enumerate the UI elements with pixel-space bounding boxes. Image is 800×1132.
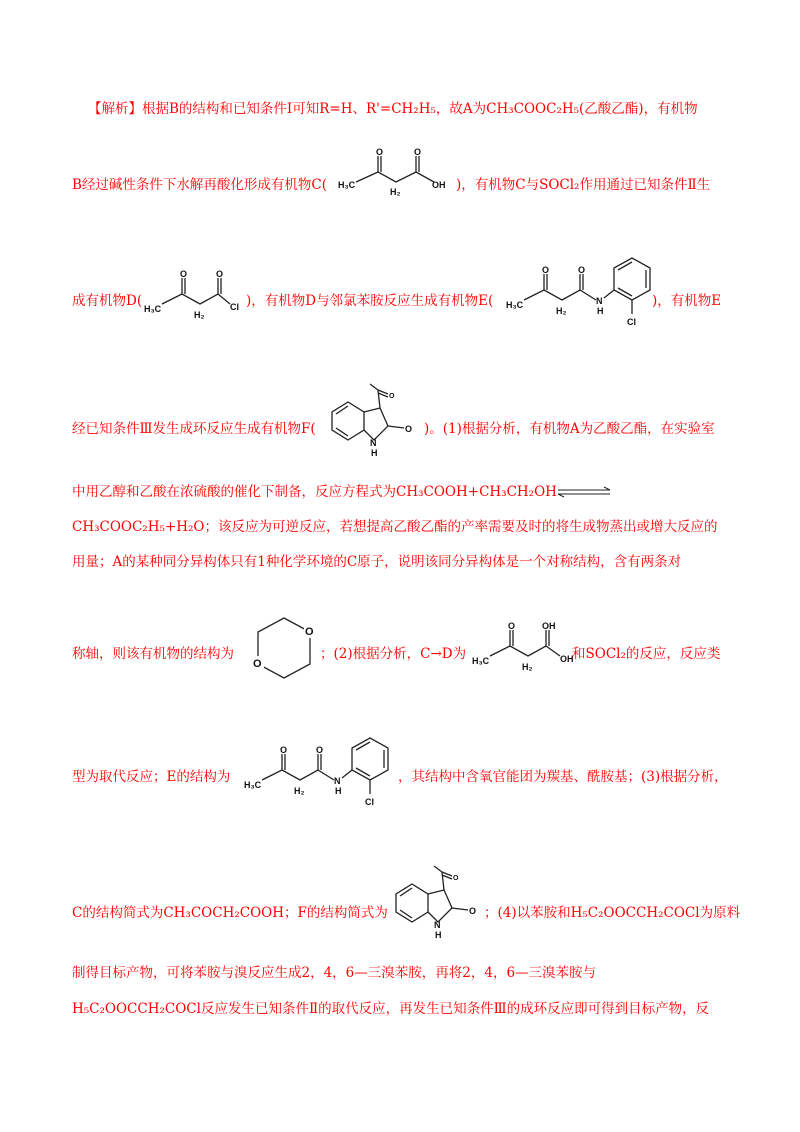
structure-c-acetoacetic-acid-2 <box>472 622 576 672</box>
structure-f-indoline <box>326 382 422 462</box>
chlorine-label: Cl <box>230 302 239 312</box>
oxygen-label: O <box>280 745 288 755</box>
nitrogen-label: N <box>370 438 377 448</box>
text-line-10-tail <box>484 904 800 922</box>
text-line-9-tail <box>398 768 800 786</box>
text-segment: )，有机物C与SOCl₂作用通过已知条件Ⅱ生 <box>456 177 711 193</box>
chlorine-label: Cl <box>365 797 374 807</box>
text-segment: 制得目标产物，可将苯胺与溴反应生成2，4，6—三溴苯胺，再将2，4，6—三溴苯胺与 <box>72 965 597 981</box>
text-segment: 称轴，则该有机物的结构为 <box>72 646 234 662</box>
equilibrium-arrow-icon <box>556 486 612 498</box>
text-segment: CH₃COOC₂H₅+H₂O；该反应为可逆反应，若想提高乙酸乙酯的产率需要及时的将生成物蒸出或增大反应的 <box>72 519 718 535</box>
oxygen-label: O <box>508 622 516 631</box>
text-segment: 中用乙醇和乙酸在浓硫酸的催化下制备，反应方程式为CH₃COOH+CH₃CH₂OH <box>72 484 557 500</box>
text-line-2-tail <box>456 176 800 194</box>
methylene-label: H₂ <box>390 187 401 197</box>
oxygen-label: O <box>542 265 550 275</box>
hydrogen-label: H <box>335 786 342 796</box>
hydroxyl-label: OH <box>542 622 556 631</box>
structure-1-4-dioxane <box>244 612 324 692</box>
text-line-5 <box>72 483 732 501</box>
nitrogen-label: N <box>596 296 603 306</box>
hydroxyl-label: OH <box>432 180 446 190</box>
methyl-label: H₃C <box>144 304 162 314</box>
text-segment: ；(4)以苯胺和H₅C₂OOCCH₂COCl为原料 <box>484 905 741 921</box>
text-segment: 型为取代反应；E的结构为 <box>72 769 231 785</box>
methyl-label: H₃C <box>338 180 356 190</box>
methyl-label: H₃C <box>506 300 524 310</box>
oxygen-label: O <box>305 626 314 638</box>
text-segment: 【解析】根据B的结构和已知条件Ⅰ可知R=H、R'=CH₂H₅，故A为CH₃COOC₂H₅(乙酸乙酯)，有机物 <box>88 101 698 117</box>
hydroxyl-label: OH <box>560 654 574 664</box>
chlorine-label: Cl <box>627 317 636 327</box>
hydrogen-label: H <box>597 306 604 316</box>
oxygen-label: O <box>414 148 422 157</box>
text-segment: )，有机物E <box>652 293 722 309</box>
oxygen-label: O <box>216 270 224 279</box>
text-segment: )。(1)根据分析，有机物A为乙酸乙酯，在实验室 <box>424 421 715 437</box>
oxygen-label: O <box>376 148 384 157</box>
methyl-label: H₃C <box>244 780 262 790</box>
text-line-11 <box>72 964 732 982</box>
oxygen-label: O <box>389 393 395 400</box>
methylene-label: H₂ <box>522 662 533 672</box>
methylene-label: H₂ <box>294 786 305 796</box>
structure-e-amide-2 <box>244 734 394 814</box>
oxygen-label: O <box>180 270 188 279</box>
text-segment: ，其结构中含氧官能团为羰基、酰胺基；(3)根据分析， <box>398 769 728 785</box>
nitrogen-label: N <box>434 920 441 930</box>
oxygen-label: O <box>253 658 262 670</box>
text-line-6 <box>72 518 732 536</box>
nitrogen-label: N <box>334 776 341 786</box>
text-segment: 经已知条件Ⅲ发生成环反应生成有机物F( <box>72 421 316 437</box>
methylene-label: H₂ <box>194 310 205 320</box>
hydrogen-label: H <box>371 448 378 458</box>
oxygen-label: O <box>316 745 324 755</box>
structure-d-acid-chloride <box>144 270 244 320</box>
text-segment: B经过碱性条件下水解再酸化形成有机物C( <box>72 177 328 193</box>
text-segment: C的结构简式为CH₃COCH₂COOH；F的结构简式为 <box>72 905 388 921</box>
text-segment: 用量；A的某种同分异构体只有1种化学环境的C原子，说明该同分异构体是一个对称结构，含有两条对 <box>72 554 682 570</box>
text-segment: 和SOCl₂的反应，反应类 <box>572 646 721 662</box>
text-line-7 <box>72 553 732 571</box>
oxygen-label: O <box>405 424 413 434</box>
text-segment: ；(2)根据分析，C→D为 <box>320 646 467 662</box>
hydrogen-label: H <box>435 930 442 940</box>
oxygen-label: O <box>578 265 586 275</box>
text-line-4-tail <box>424 420 800 438</box>
text-line-1 <box>88 100 748 118</box>
structure-f-indoline-2 <box>390 864 486 944</box>
text-line-12 <box>72 1000 732 1018</box>
text-segment: H₅C₂OOCCH₂COCl反应发生已知条件Ⅱ的取代反应，再发生已知条件Ⅲ的成环反应即可得到目标产物，反 <box>72 1001 710 1017</box>
text-segment: )，有机物D与邻氯苯胺反应生成有机物E( <box>246 293 494 309</box>
text-line-8-tail <box>572 645 800 663</box>
methyl-label: H₃C <box>472 656 490 666</box>
oxygen-label: O <box>469 906 477 916</box>
text-segment: 成有机物D( <box>72 293 143 309</box>
text-line-3-tail <box>652 292 800 310</box>
structure-e-amide <box>506 254 656 334</box>
oxygen-label: O <box>453 875 459 882</box>
methylene-label: H₂ <box>556 306 567 316</box>
structure-c-acetoacetic-acid <box>336 148 454 198</box>
